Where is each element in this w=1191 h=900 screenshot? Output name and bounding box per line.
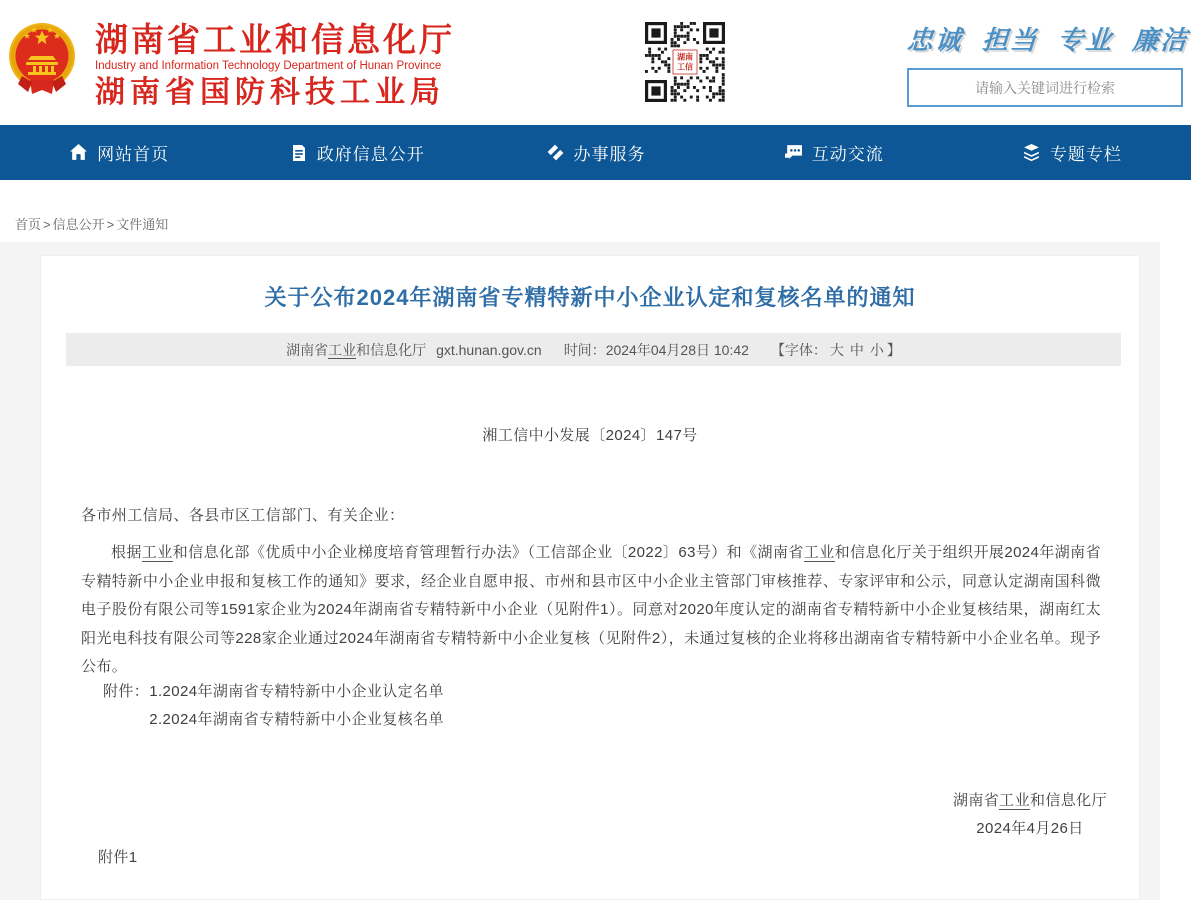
body-paragraph: 根据工业和信息化部《优质中小企业梯度培育管理暂行办法》（工信部企业〔2022〕63号）和《湖南省工业和信息化厅关于组织开展2024年湖南省专精特新中小企业申报和复核工作的通知》要求，经企业自愿申报、市州和县市区中小企业主管部门审核推荐、专家评审和公示，同意认定湖南国科微电子股份有限公司等1591家企业为2024年湖南省专精特新中小企业（见附件1）。同意对2020年度认定的湖南省专精特新中小企业复核结果，湖南红太阳光电科技有限公司等228家企业通过2024年湖南省专精特新中小企业复核（见附件2），未通过复核的企业将移出湖南省专精特新中小企业名单。现予公布。 xyxy=(81,544,1101,675)
signature-org: 湖南省工业和信息化厅 xyxy=(952,792,1107,809)
meta-source: 湖南省工业和信息化厅 xyxy=(286,341,427,358)
breadcrumb-info-disclosure[interactable]: 信息公开 xyxy=(52,217,105,232)
breadcrumb-separator: > xyxy=(43,217,51,232)
site-title-block xyxy=(95,22,455,110)
document-number: 湘工信中小发展〔2024〕147号 xyxy=(482,427,698,444)
home-icon xyxy=(69,143,88,162)
org-name-cn: 湖南省工业和信息化厅 xyxy=(95,21,455,58)
chat-icon xyxy=(784,143,803,162)
attachment-item-2: 2.2024年湖南省专精特新中小企业复核名单 xyxy=(149,711,444,728)
qr-code xyxy=(645,22,725,102)
main-nav xyxy=(0,125,1191,180)
meta-site-url: gxt.hunan.gov.cn xyxy=(436,341,542,358)
attachments-label: 附件： xyxy=(103,683,150,700)
qr-center-text-line1: 湖南 xyxy=(677,52,693,62)
org-name-cn2: 湖南省国防科技工业局 xyxy=(95,76,445,109)
article-title: 关于公布2024年湖南省专精特新中小企业认定和复核名单的通知 xyxy=(264,285,916,310)
nav-item-label: 办事服务 xyxy=(573,145,646,164)
attachments-list xyxy=(103,678,444,734)
nav-item-special-topics[interactable] xyxy=(953,125,1191,180)
layers-icon xyxy=(1022,143,1041,162)
nav-item-label: 互动交流 xyxy=(811,145,884,164)
signature-date: 2024年4月26日 xyxy=(976,820,1084,837)
nav-item-services[interactable] xyxy=(476,125,714,180)
salutation-paragraph: 各市州工信局、各县市区工信部门、有关企业： xyxy=(81,507,405,524)
breadcrumb-file-notices[interactable]: 文件通知 xyxy=(116,217,169,232)
breadcrumb-home[interactable]: 首页 xyxy=(15,217,42,232)
breadcrumb-separator: > xyxy=(106,217,115,232)
nav-item-interaction[interactable] xyxy=(715,125,953,180)
signature-block xyxy=(953,787,1107,843)
nav-item-label: 政府信息公开 xyxy=(316,145,425,164)
nav-item-home[interactable] xyxy=(0,125,238,180)
font-size-small-button[interactable]: 小 xyxy=(869,341,884,358)
handshake-icon xyxy=(546,143,565,162)
article-card xyxy=(40,255,1140,900)
article-meta-bar xyxy=(66,333,1121,366)
attachment-item-1: 1.2024年湖南省专精特新中小企业认定名单 xyxy=(149,683,444,700)
nav-item-info-disclosure[interactable] xyxy=(238,125,476,180)
document-icon xyxy=(290,144,308,162)
national-emblem-logo xyxy=(8,18,76,100)
site-header xyxy=(0,0,1191,125)
meta-time-value: 2024年04月28日 10:42 xyxy=(605,341,749,358)
appendix-label: 附件1 xyxy=(98,849,138,866)
qr-center-text-line2: 工信 xyxy=(677,62,693,72)
org-name-en: Industry and Information Technology Department of Hunan Province xyxy=(95,60,442,72)
qr-finder-top-right xyxy=(703,22,725,44)
motto-banner: 忠诚 担当 专业 廉洁 xyxy=(905,25,1190,55)
meta-font-suffix: 】 xyxy=(886,341,901,358)
qr-finder-top-left xyxy=(645,22,667,44)
nav-item-label: 网站首页 xyxy=(97,145,170,164)
meta-font-prefix: 【字体： xyxy=(770,341,827,358)
font-size-large-button[interactable]: 大 xyxy=(829,341,844,358)
breadcrumb xyxy=(14,214,169,233)
search-input[interactable] xyxy=(907,68,1183,107)
meta-time-label: 时间： xyxy=(563,341,606,358)
font-size-medium-button[interactable]: 中 xyxy=(849,341,864,358)
qr-finder-bottom-left xyxy=(645,80,667,102)
nav-item-label: 专题专栏 xyxy=(1049,145,1122,164)
